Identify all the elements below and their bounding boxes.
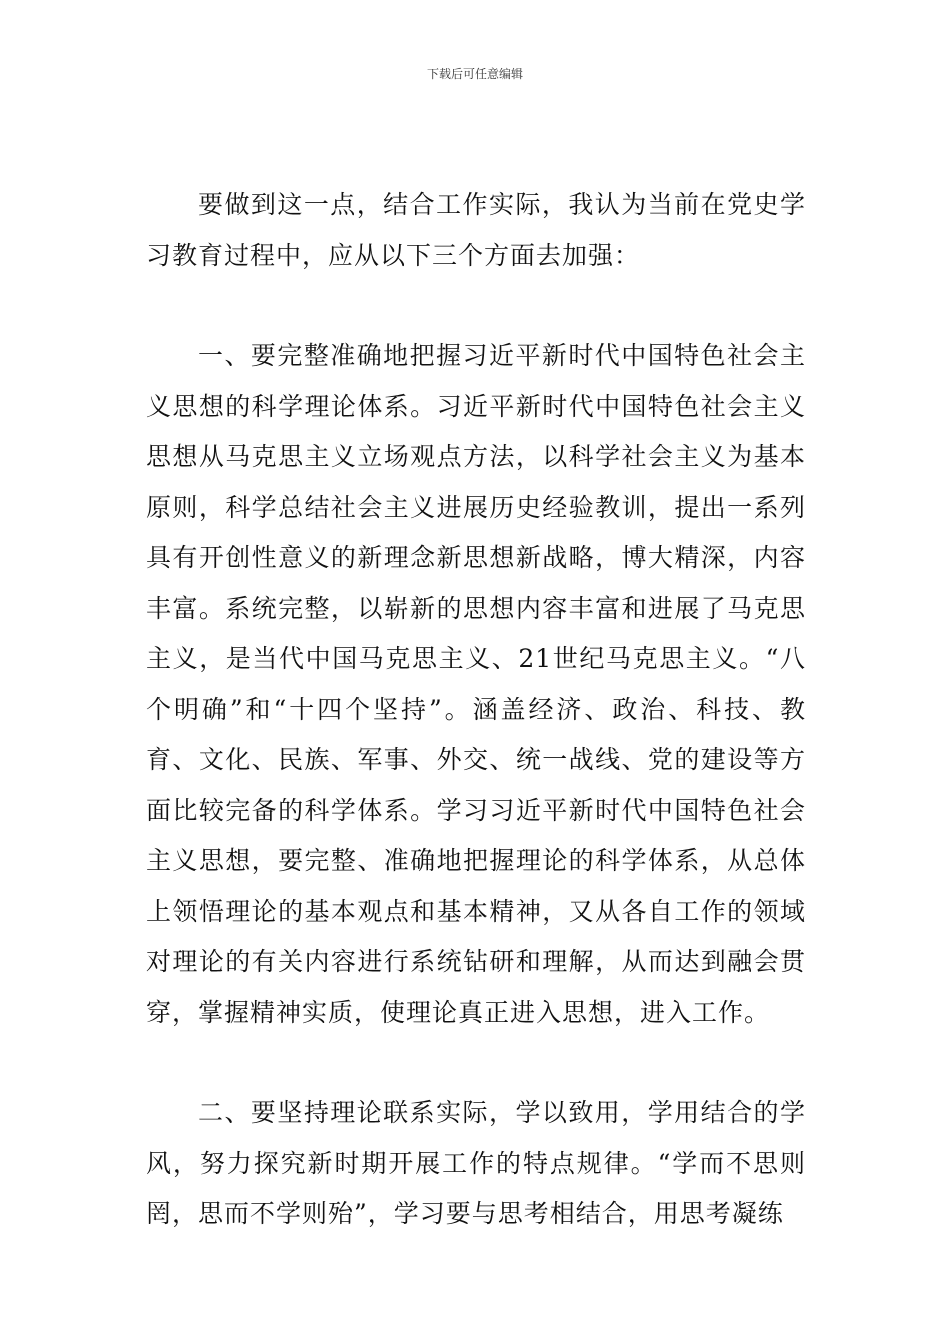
document-body <box>146 180 806 1290</box>
paragraph-intro: 要做到这一点，结合工作实际，我认为当前在党史学习教育过程中，应从以下三个方面去加强： <box>146 190 806 270</box>
paragraph-point-two: 二、要坚持理论联系实际，学以致用，学用结合的学风，努力探究新时期开展工作的特点规律。“学而不思则罔，思而不学则殆”，学习要与思考相结合，用思考凝练 <box>146 1098 806 1228</box>
header-note: 下载后可任意编辑 <box>426 67 523 81</box>
paragraph-point-one: 一、要完整准确地把握习近平新时代中国特色社会主义思想的科学理论体系。习近平新时代中国特色社会主义思想从马克思主义立场观点方法，以科学社会主义为基本原则，科学总结社会主义进展历史经验教训，提出一系列具有开创性意义的新理念新思想新战略，博大精深，内容丰富。系统完整，以崭新的思想内容丰富和进展了马克思主义，是当代中国马克思主义、21世纪马克思主义。“八个明确”和“十四个坚持”。涵盖经济、政治、科技、教育、文化、民族、军事、外交、统一战线、党的建设等方面比较完备的科学体系。学习习近平新时代中国特色社会主义思想，要完整、准确地把握理论的科学体系，从总体上领悟理论的基本观点和基本精神，又从各自工作的领域对理论的有关内容进行系统钻研和理解，从而达到融会贯穿，掌握精神实质，使理论真正进入思想，进入工作。 <box>146 341 806 1027</box>
